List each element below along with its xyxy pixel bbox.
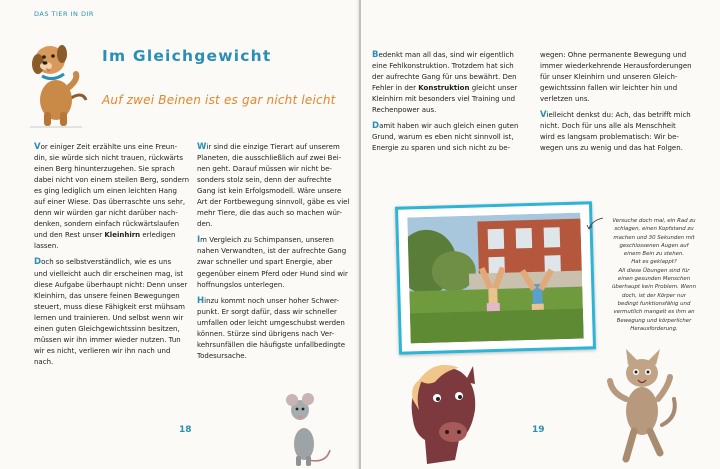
page-subtitle: Auf zwei Beinen ist es gar nicht leicht	[102, 93, 336, 107]
paragraph: Vielleicht denkst du: Ach, das betrifft mich nicht. Doch für uns alle als Menschheit wird es langsam problematisch: Wir be- wegen uns zu wenig und das hat Folgen.	[540, 110, 691, 153]
text-column-3	[372, 50, 527, 159]
photo-caption: Versuche doch mal, ein Rad zu schlagen, einen Kopfstand zu machen und 30 Sekunden mit geschlossenen Augen auf einem Bein zu stehen. Hat es geklappt? All diese Übungen sind für einen gesunden Menschen überhaupt kein Problem. Wenn doch, ist der Körper nur bedingt funktionsfähig und vermutlich mangelt es ihm an Bewegung und körperlicher Herausforderung.	[612, 218, 696, 332]
page-title: Im Gleichgewicht	[102, 47, 272, 65]
paragraph: wegen: Ohne permanente Bewegung und immer wiederkehrende Herausforderungen für unser Kleinhirn und unseren Gleich- gewichtssinn fallen wir leichter hin und verletzen uns.	[540, 51, 692, 104]
paragraph: Bedenkt man all das, sind wir eigentlich eine Fehlkonstruktion. Trotzdem hat sich der aufrechte Gang für uns bewährt. Den Fehler in der Konstruktion gleicht unser Kleinhirn mit besonders viel Training und Rechenpower aus.	[372, 50, 518, 115]
paragraph: Wir sind die einzige Tierart auf unserem Planeten, die ausschließlich auf zwei Bei- nen geht. Darauf müssen wir nicht be- sonders stolz sein, denn der aufrechte Gang ist kein Erfolgsmodell. Wäre unsere Art der Fortbewegung sinnvoll, gäbe es viel mehr Tiere, die das auch so machen wür- den.	[197, 142, 350, 229]
paragraph: Vor einiger Zeit erzählte uns eine Freun- din, sie würde sich nicht trauen, rückwärts einen Berg hinunterzugehen. Sie sprach dabei nicht von einem steilen Berg, sondern es ging lediglich um einen leichten Hang auf einer Wiese. Das überraschte uns sehr, denn wir würden gar nicht darüber nach- denken, sondern einfach rückwärtslaufen und den Rest unser Kleinhirn erledigen lassen.	[34, 142, 190, 251]
paragraph: Doch so selbstverständlich, wie es uns und vielleicht auch dir erscheinen mag, ist diese Aufgabe überhaupt nicht: Denn unser Kleinhirn, das unsere feinen Bewegungen steuert, muss diese Fähigkeit erst mühsam lernen und trainieren. Und selbst wenn wir einen guten Gleichgewichtssinn besitzen, müssen wir ihn immer wieder nutzen. Tun wir es nicht, verlieren wir ihn nach und nach.	[34, 257, 188, 366]
page-number-left: 18	[179, 425, 192, 435]
term-kleinhirn: Kleinhirn	[104, 231, 141, 240]
cat-illustration	[604, 347, 682, 467]
paragraph: Damit haben wir auch gleich einen guten Grund, warum es eben nicht sinnvoll ist, Energie zu sparen und sich nicht zu be-	[372, 121, 519, 153]
photo-frame	[395, 201, 596, 354]
text-column-1	[34, 142, 190, 373]
paragraph: Hinzu kommt noch unser hoher Schwer- punkt. Er sorgt dafür, dass wir schneller umfallen oder leicht umgeschubst werden können. Stürze sind übrigens nach Ver- kehrsunfällen die häufigste unfallbedingte Todesursache.	[197, 295, 346, 360]
paragraph: Im Vergleich zu Schimpansen, unseren nahen Verwandten, ist der aufrechte Gang zwar schneller und spart Energie, aber gegenüber einem Pferd oder Hund sind wir hoffnungslos unterlegen.	[197, 235, 348, 289]
left-page	[0, 0, 359, 469]
mouse-illustration	[278, 390, 334, 468]
horse-illustration	[405, 360, 487, 469]
dog-illustration	[20, 30, 92, 130]
term-konstruktion: Konstruktion	[418, 84, 470, 93]
page-number-right: 19	[532, 425, 545, 435]
photo-kids-handstand	[407, 213, 583, 344]
text-column-2	[197, 142, 350, 367]
caption-arrow-icon	[585, 216, 605, 232]
section-kicker: DAS TIER IN DIR	[34, 10, 94, 18]
text-column-4	[540, 50, 700, 159]
